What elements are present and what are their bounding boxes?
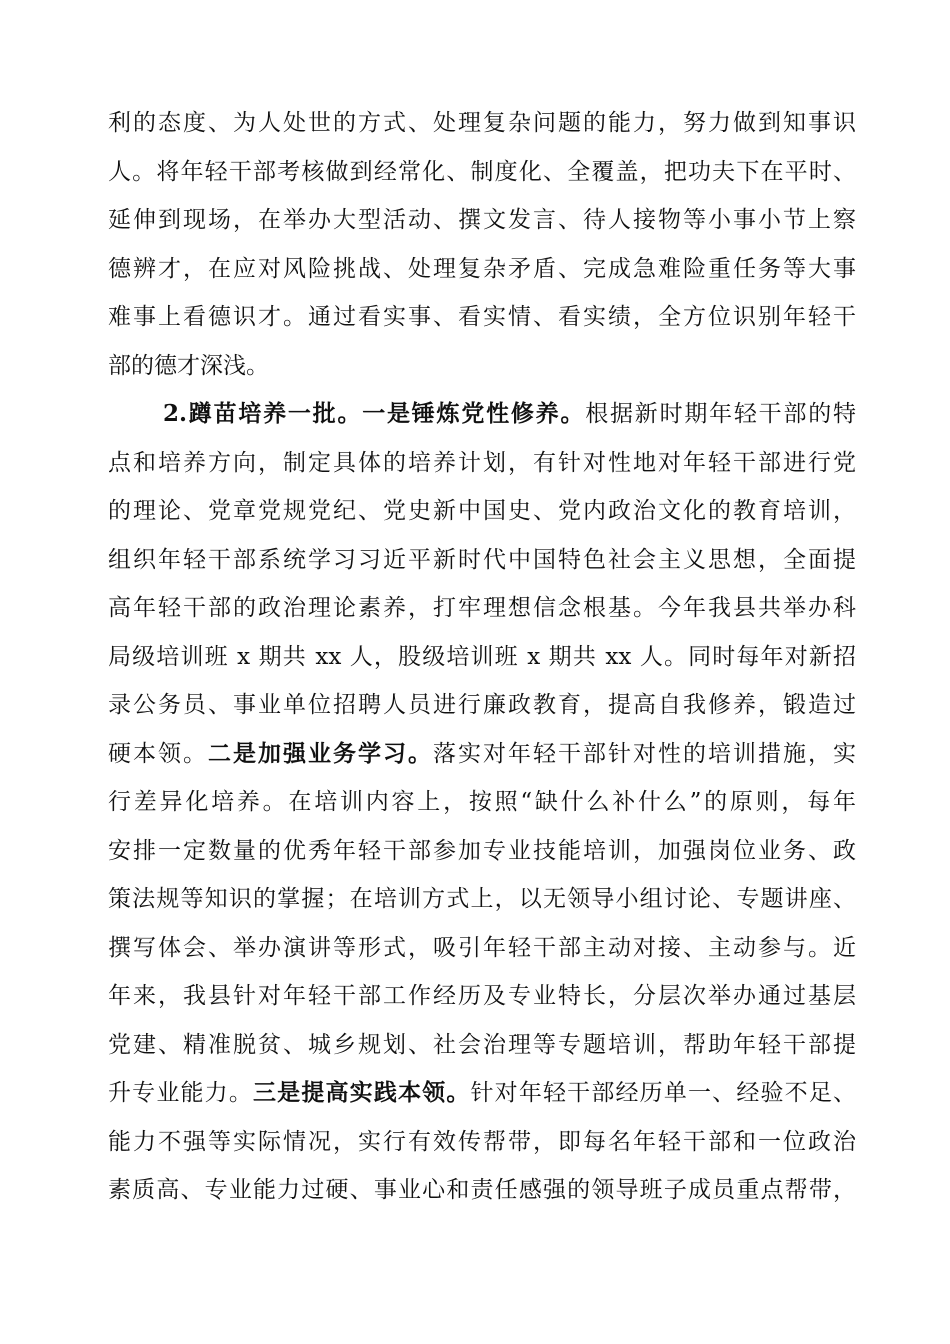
text-line [108, 778, 856, 827]
text-segment: 组织年轻干部系统学习习近平新时代中国特色社会主义思想，全面提 [108, 546, 856, 573]
text-line [108, 196, 856, 245]
bold-text-segment: 2.蹲苗培养一批。一是锤炼党性修养。 [163, 400, 586, 427]
text-line [108, 1069, 856, 1118]
text-line [108, 148, 856, 197]
text-line [108, 584, 856, 633]
bold-text-segment: 二是加强业务学习。 [208, 739, 433, 767]
text-line [108, 245, 856, 294]
text-line [108, 487, 856, 536]
text-line [108, 827, 856, 876]
text-line [108, 972, 856, 1021]
text-line [108, 875, 856, 924]
text-segment: 点和培养方向，制定具体的培养计划，有针对性地对年轻干部进行党 [108, 449, 856, 476]
text-line [108, 1021, 856, 1070]
body-text [108, 99, 856, 1215]
text-line [108, 536, 856, 585]
text-line [108, 1166, 856, 1215]
text-segment: 年来，我县针对年轻干部工作经历及专业特长，分层次举办通过基层 [108, 983, 856, 1009]
text-line [108, 293, 856, 342]
text-segment: 针对年轻干部经历单一、经验不足、 [470, 1080, 857, 1106]
text-segment: 德辨才，在应对风险挑战、处理复杂矛盾、完成急难险重任务等大事 [108, 255, 856, 282]
text-segment: 素质高、专业能力过硬、事业心和责任感强的领导班子成员重点帮带， [108, 1177, 856, 1203]
text-segment: 高年轻干部的政治理论素养，打牢理想信念根基。今年我县共举办科 [108, 595, 856, 621]
text-line [108, 439, 856, 488]
text-segment: 录公务员、事业单位招聘人员进行廉政教育，提高自我修养，锻造过 [108, 692, 856, 718]
text-segment: 利的态度、为人处世的方式、处理复杂问题的能力，努力做到知事识 [108, 110, 856, 136]
text-segment: 根据新时期年轻干部的特 [585, 401, 857, 427]
text-segment: 延伸到现场，在举办大型活动、撰文发言、待人接物等小事小节上察 [108, 207, 856, 233]
text-line [108, 99, 856, 148]
text-segment: 策法规等知识的掌握；在培训方式上，以无领导小组讨论、专题讲座、 [108, 886, 856, 912]
text-segment: 局级培训班 x 期共 xx 人，股级培训班 x 期共 xx 人。同时每年对新招 [108, 643, 856, 670]
text-line [108, 1118, 856, 1167]
text-segment: 能力不强等实际情况，实行有效传帮带，即每名年轻干部和一位政治 [108, 1128, 856, 1155]
text-line [108, 730, 856, 779]
text-segment: 落实对年轻干部针对性的培训措施，实 [433, 740, 856, 767]
text-line [108, 390, 856, 439]
text-segment: 升专业能力。 [108, 1080, 253, 1106]
text-segment: 撰写体会、举办演讲等形式，吸引年轻干部主动对接、主动参与。近 [108, 934, 856, 961]
text-segment: 的理论、党章党规党纪、党史新中国史、党内政治文化的教育培训， [108, 498, 856, 524]
text-line [108, 924, 856, 973]
text-segment: 硬本领。 [108, 740, 208, 767]
text-segment: 难事上看德识才。通过看实事、看实情、看实绩，全方位识别年轻干 [108, 304, 856, 330]
text-segment: 安排一定数量的优秀年轻干部参加专业技能培训，加强岗位业务、政 [108, 837, 856, 864]
text-segment: 人。将年轻干部考核做到经常化、制度化、全覆盖，把功夫下在平时、 [108, 158, 856, 185]
bold-text-segment: 三是提高实践本领。 [253, 1079, 471, 1106]
text-line [108, 342, 856, 391]
text-line [108, 633, 856, 682]
text-segment: 部的德才深浅。 [108, 352, 269, 379]
text-segment: 党建、精准脱贫、城乡规划、社会治理等专题培训，帮助年轻干部提 [108, 1031, 856, 1058]
text-line [108, 681, 856, 730]
text-segment: 行差异化培养。在培训内容上，按照“缺什么补什么”的原则，每年 [108, 789, 856, 815]
